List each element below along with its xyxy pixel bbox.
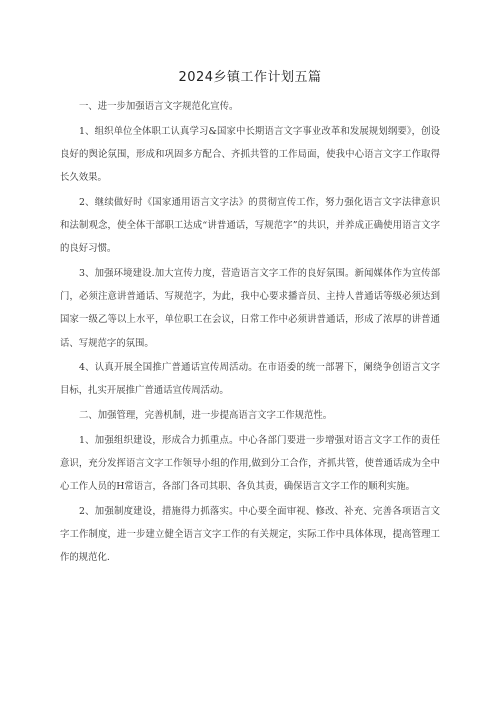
section-heading-1: 一、进一步加强语言文字规范化宣传。 [79, 101, 239, 112]
paragraph-2-2: 2、加强制度建设，措施得力抓落实。中心要全面审视、修改、补充、完善各项语言文字工作制度，进一步建立健全语言文字工作的有关规定，实际工作中具体体现，提高管理工作的规范化. [60, 505, 440, 564]
paragraph-1-4: 4、认真开展全国推广普通话宣传周活动。在市语委的统一部署下，阑绕争创语言文字目标，扎实开展推广普通话宣传周活动。 [60, 362, 440, 397]
document-title: 2024乡镇工作计划五篇 [178, 70, 322, 85]
paragraph-1-2: 2、继续做好时《国家通用语言文字法》的贯彻宣传工作，努力强化语言文字法律意识和法制观念，使全体干部职工达成“讲普通话，写规范字”的共识，并养成正确使用语言文字的良好习惯。 [60, 196, 440, 255]
section-heading-2: 二、加强管理，完善机制，进一步提高语言文字工作规范性。 [79, 410, 333, 422]
paragraph-2-1: 1、加强组织建设，形成合力抓重点。中心各部门要进一步增强对语言文字工作的责任意识，充分发挥语言文字工作领导小组的作用,做到分工合作，齐抓共管，使普通话成为全中心工作人员的H常语言，各部门各司其职、各负其责，确保语言文字工作的顺利实施。 [60, 434, 440, 493]
paragraph-1-3: 3、加强环境建设.加大宣传力度，营造语言文字工作的良好氛围。新闻媒体作为宣传部门，必须注意讲普通话、写规范字，为此，我中心要求播音员、主持人普通话等级必须达到国家一级乙等以上水平，单位职工在会议，日常工作中必须讲普通话，形成了浓厚的讲普通话、写规范字的氛围。 [60, 267, 440, 349]
paragraph-1-1: 1、组织单位全体职工认真学习&国家中长期语言文字事业改革和发展规划纲要》，创设良好的舆论氛围，形成和巩固多方配合、齐抓共管的工作局面，使我中心语言文字工作取得长久效果。 [60, 125, 440, 184]
